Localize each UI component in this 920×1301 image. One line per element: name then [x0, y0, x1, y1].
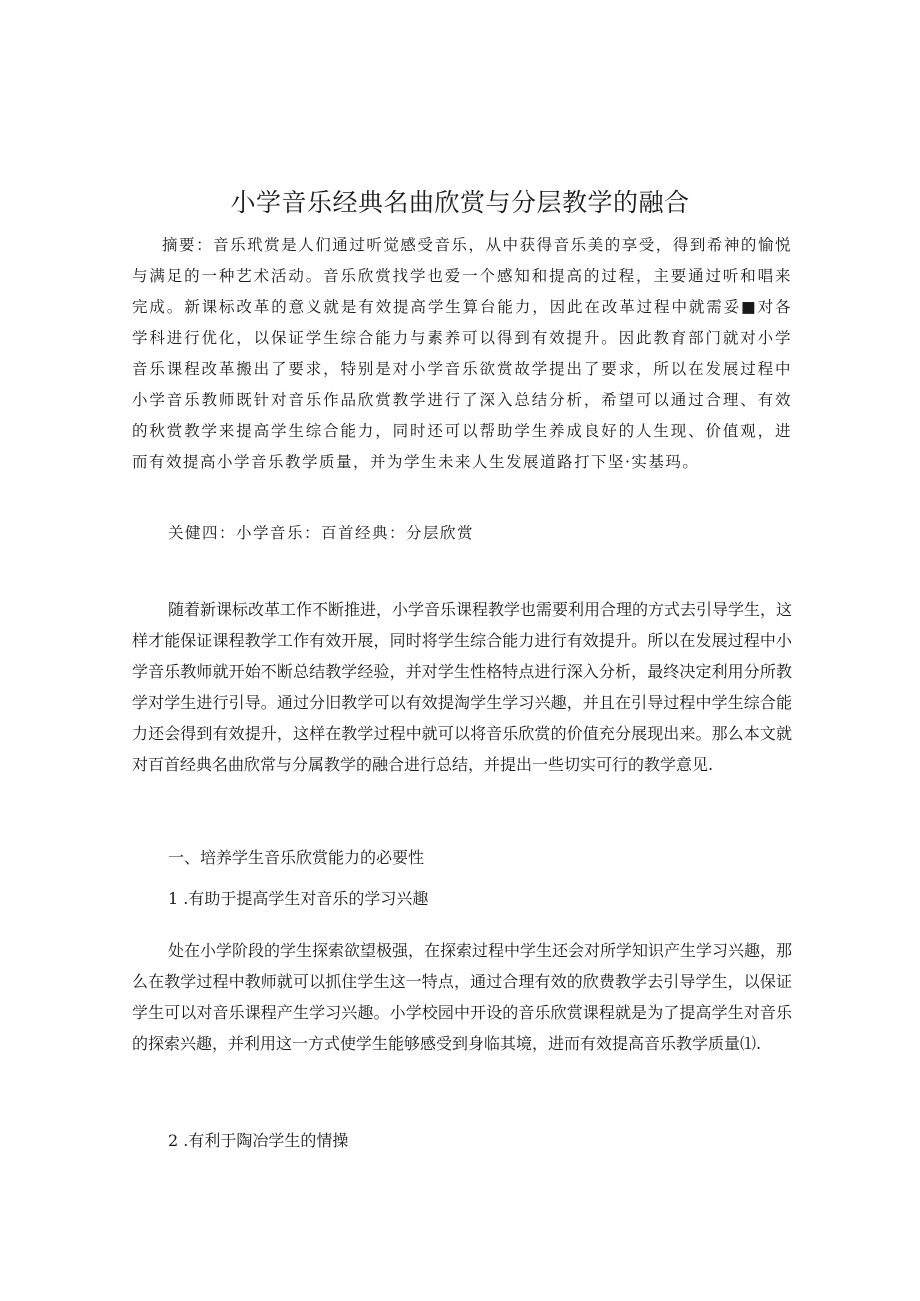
keywords-line: 关健四：小学音乐：百首经典：分层欣赏	[168, 524, 475, 542]
abstract-text: 摘要：音乐玳赏是人们通过听觉感受音乐，从中获得音乐美的享受，得到希神的愉悦与满足的一种艺术活动。音乐欣赏找学也爱一个感知和提高的过程，主要通过听和唱来完成。新课标改革的意义就是有效提高学生算台能力，因此在改革过程中就需妥■对各学科进行优化，以保证学生综合能力与素养可以得到有效提升。因此教育部门就对小学音乐课程改革搬出了要求，特别是对小学音乐欲赏故学提出了要求，所以在发展过程中小学音乐教师既针对音乐作品欣赏教学进行了深入总结分析，希望可以通过合理、有效的秋赏教学来提高学生综合能力，同时还可以帮助学生养成良好的人生现、价值观，进而有效提高小学音乐教学质量，并为学生未来人生发展道路打下坚·实基玛。	[132, 236, 792, 471]
document-title: 小学音乐经典名曲欣赏与分层教学的融合	[230, 188, 690, 217]
abstract-paragraph	[132, 230, 792, 478]
subsection-1-heading: 1 .有助于提高学生对音乐的学习兴趣	[168, 889, 429, 908]
subsection-1-paragraph	[132, 935, 792, 1059]
section-1-heading: 一、培养学生音乐欣赏能力的必要性	[168, 848, 425, 867]
subsection-1-text: 处在小学阶段的学生探索欲望极强，在探索过程中学生还会对所学知识产生学习兴趣，那么在教学过程中教师就可以抓住学生这一特点，通过合理有效的欣费教学去引导学生，以保证学生可以对音乐课程产生学习兴趣。小学校园中开设的音乐欣赏课程就是为了提高学生对音乐的探索兴趣，并利用这一方式使学生能够感受到身临其境，进而有效提高音乐教学质量⑴.	[132, 941, 793, 1053]
intro-paragraph	[132, 594, 792, 780]
intro-text: 随着新课标改革工作不断推进，小学音乐课程教学也需要利用合理的方式去引导学生，这样才能保证课程教学工作有效开展，同时将学生综合能力进行有效提升。所以在发展过程中小学音乐教师就开始不断总结教学经验，并对学生性格特点进行深入分析，最终决定利用分所教学对学生进行引导。通过分旧教学可以有效提淘学生学习兴趣，并且在引导过程中学生综合能力还会得到有效提升，这样在教学过程中就可以将音乐欣赏的价值充分展现出来。那么本文就对百首经典名曲欣常与分属教学的融合进行总结，并提出一些切实可行的教学意见.	[132, 600, 793, 774]
subsection-2-heading: 2 .有利于陶冶学生的情操	[168, 1131, 349, 1150]
